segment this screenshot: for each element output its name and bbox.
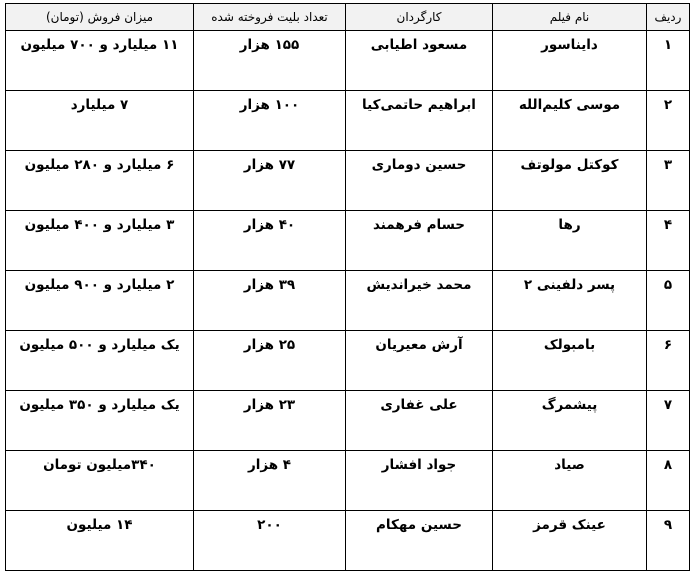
header-film-name: نام فیلم <box>493 4 647 31</box>
row-number-cell-text: ۴ <box>663 217 673 233</box>
film-name-cell-text: رها <box>558 217 581 233</box>
row-number-cell <box>647 391 690 451</box>
row-number-cell-text: ۲ <box>663 97 673 113</box>
table-row <box>6 391 690 451</box>
sales-amount-cell <box>6 31 194 91</box>
tickets-sold-cell-text: ۱۰۰ هزار <box>239 97 300 113</box>
director-cell <box>346 451 493 511</box>
film-name-cell-text: صیاد <box>554 457 585 473</box>
sales-amount-cell <box>6 151 194 211</box>
table-row <box>6 91 690 151</box>
sales-amount-cell <box>6 331 194 391</box>
row-number-cell <box>647 331 690 391</box>
film-name-cell-text: عینک قرمز <box>533 517 606 533</box>
director-cell-text: محمد خیراندیش <box>366 277 472 293</box>
header-director: کارگردان <box>346 4 493 31</box>
tickets-sold-cell <box>194 271 346 331</box>
tickets-sold-cell-text: ۴ هزار <box>247 457 292 473</box>
film-name-cell-text: پیشمرگ <box>541 397 598 413</box>
sales-amount-cell-text: ۳۴۰میلیون تومان <box>43 457 156 473</box>
row-number-cell-text: ۳ <box>663 157 673 173</box>
header-row-number: ردیف <box>647 4 690 31</box>
table-row <box>6 151 690 211</box>
film-name-cell-text: کوکتل مولوتف <box>520 157 619 173</box>
director-cell <box>346 271 493 331</box>
sales-amount-cell-text: ۷ میلیارد <box>70 97 129 113</box>
table-row <box>6 211 690 271</box>
sales-amount-cell-text: ۱۱ میلیارد و ۷۰۰ میلیون <box>20 37 179 53</box>
tickets-sold-cell-text: ۲۳ هزار <box>243 397 296 413</box>
film-name-cell <box>493 271 647 331</box>
row-number-cell <box>647 31 690 91</box>
tickets-sold-cell <box>194 31 346 91</box>
film-name-cell-text: موسی کلیم‌الله <box>518 97 621 113</box>
row-number-cell-text: ۵ <box>663 277 673 293</box>
row-number-cell <box>647 451 690 511</box>
row-number-cell <box>647 91 690 151</box>
header-sales-amount: میزان فروش (تومان) <box>6 4 194 31</box>
sales-amount-cell-text: ۶ میلیارد و ۲۸۰ میلیون <box>24 157 175 173</box>
tickets-sold-cell-text: ۳۹ هزار <box>243 277 296 293</box>
sales-amount-cell-text: ۳ میلیارد و ۴۰۰ میلیون <box>24 217 175 233</box>
row-number-cell-text: ۸ <box>663 457 673 473</box>
tickets-sold-cell-text: ۲۰۰ <box>257 517 282 533</box>
director-cell-text: علی غفاری <box>380 397 458 413</box>
row-number-cell-text: ۷ <box>663 397 673 413</box>
film-name-cell <box>493 211 647 271</box>
director-cell <box>346 511 493 571</box>
film-name-cell <box>493 331 647 391</box>
sales-amount-cell-text: ۱۴ میلیون <box>66 517 133 533</box>
film-name-cell <box>493 451 647 511</box>
tickets-sold-cell <box>194 451 346 511</box>
tickets-sold-cell-text: ۱۵۵ هزار <box>239 37 300 53</box>
director-cell-text: جواد افشار <box>381 457 457 473</box>
sales-amount-cell-text: یک میلیارد و ۵۰۰ میلیون <box>19 337 180 353</box>
film-name-cell <box>493 91 647 151</box>
row-number-cell <box>647 151 690 211</box>
film-name-cell-text: بامبولک <box>543 337 596 353</box>
director-cell <box>346 211 493 271</box>
row-number-cell-text: ۹ <box>663 517 673 533</box>
sales-amount-cell <box>6 211 194 271</box>
director-cell-text: حسین مهکام <box>376 517 462 533</box>
table-row <box>6 331 690 391</box>
tickets-sold-cell <box>194 151 346 211</box>
header-tickets-sold: تعداد بلیت فروخته شده <box>194 4 346 31</box>
table-row <box>6 271 690 331</box>
film-name-cell <box>493 391 647 451</box>
tickets-sold-cell-text: ۷۷ هزار <box>243 157 296 173</box>
sales-amount-cell-text: ۲ میلیارد و ۹۰۰ میلیون <box>24 277 175 293</box>
director-cell-text: مسعود اطیابی <box>370 37 468 53</box>
tickets-sold-cell-text: ۲۵ هزار <box>243 337 296 353</box>
table-row <box>6 511 690 571</box>
director-cell <box>346 151 493 211</box>
director-cell <box>346 331 493 391</box>
film-name-cell <box>493 511 647 571</box>
table-row <box>6 451 690 511</box>
tickets-sold-cell <box>194 391 346 451</box>
row-number-cell <box>647 211 690 271</box>
sales-amount-cell <box>6 91 194 151</box>
director-cell-text: ابراهیم حاتمی‌کیا <box>362 97 476 113</box>
row-number-cell <box>647 511 690 571</box>
director-cell <box>346 31 493 91</box>
tickets-sold-cell <box>194 211 346 271</box>
tickets-sold-cell <box>194 331 346 391</box>
row-number-cell <box>647 271 690 331</box>
film-name-cell <box>493 151 647 211</box>
table-body <box>6 31 690 571</box>
row-number-cell-text: ۱ <box>663 37 673 53</box>
film-name-cell <box>493 31 647 91</box>
director-cell <box>346 91 493 151</box>
director-cell-text: حسین دوماری <box>371 157 467 173</box>
sales-amount-cell <box>6 511 194 571</box>
table-header <box>6 4 690 31</box>
director-cell-text: آرش معیریان <box>375 337 463 353</box>
sales-amount-cell <box>6 391 194 451</box>
sales-amount-cell <box>6 271 194 331</box>
film-name-cell-text: پسر دلفینی ۲ <box>523 277 616 293</box>
box-office-table <box>5 3 690 571</box>
header-row <box>6 4 690 31</box>
table-row <box>6 31 690 91</box>
row-number-cell-text: ۶ <box>663 337 673 353</box>
director-cell-text: حسام فرهمند <box>372 217 466 233</box>
tickets-sold-cell-text: ۴۰ هزار <box>243 217 296 233</box>
sales-amount-cell <box>6 451 194 511</box>
film-name-cell-text: دایناسور <box>541 37 598 53</box>
tickets-sold-cell <box>194 91 346 151</box>
box-office-table-container <box>5 3 690 571</box>
director-cell <box>346 391 493 451</box>
tickets-sold-cell <box>194 511 346 571</box>
sales-amount-cell-text: یک میلیارد و ۳۵۰ میلیون <box>19 397 180 413</box>
